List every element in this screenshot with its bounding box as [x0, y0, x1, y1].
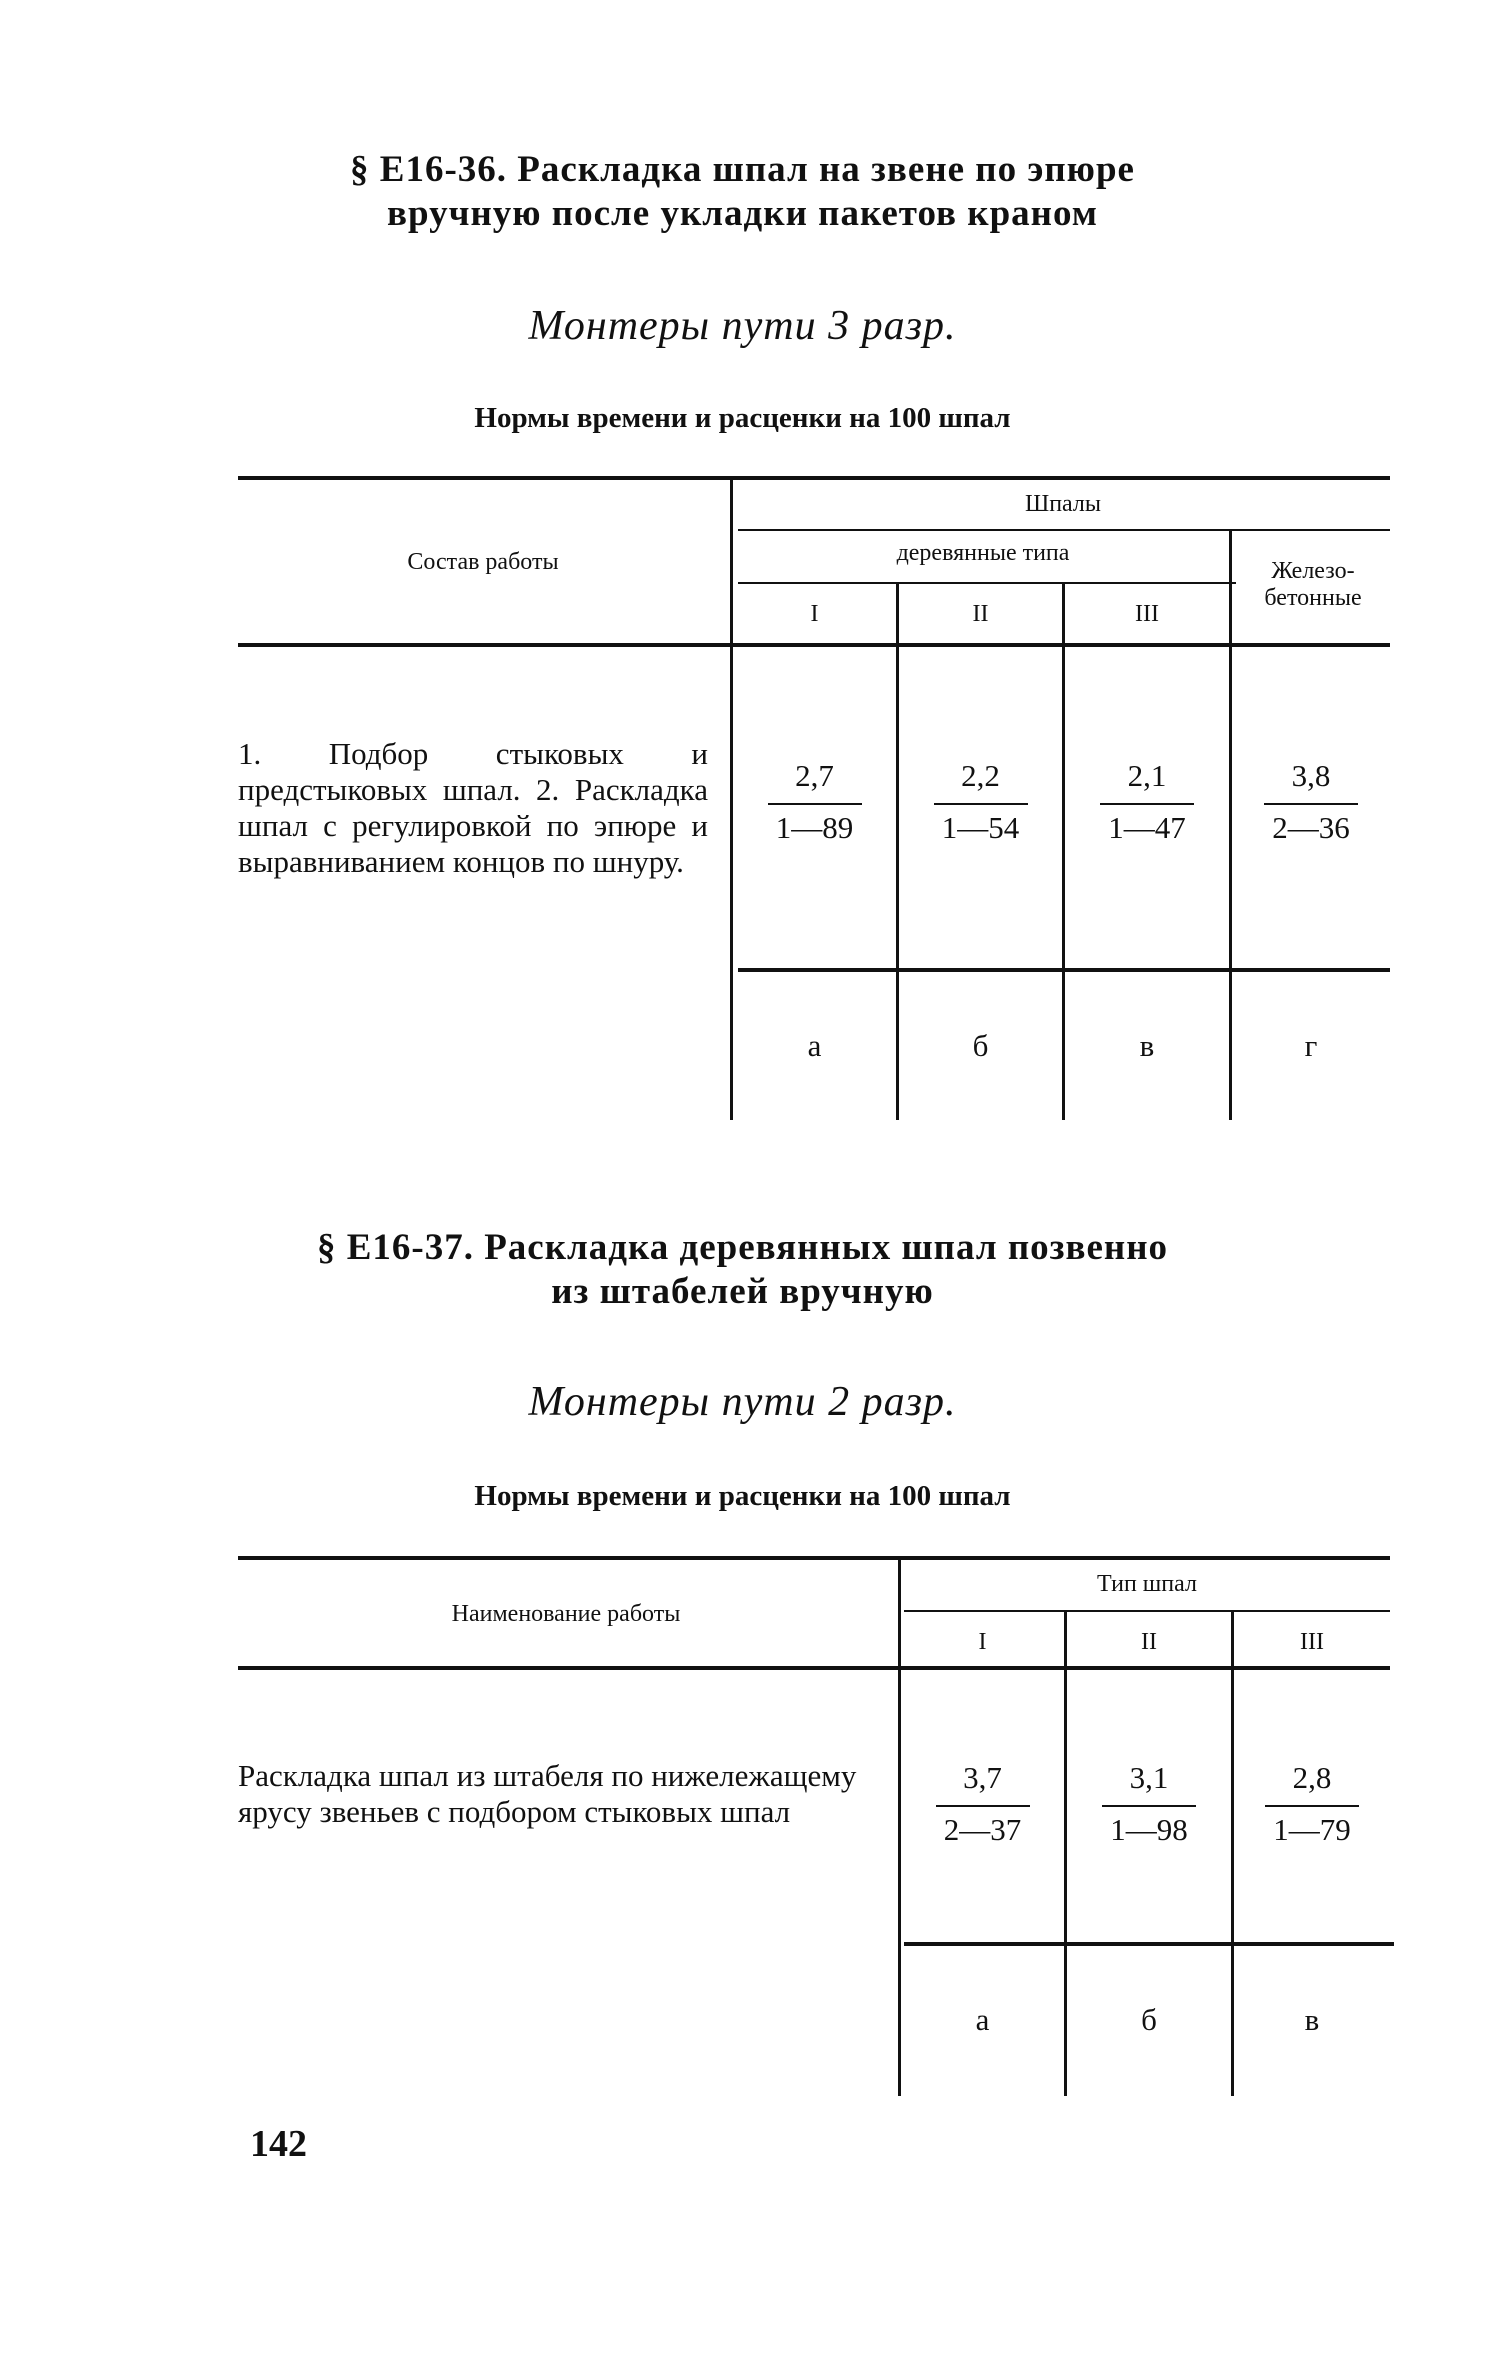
- column-letter: б: [972, 1028, 989, 1063]
- fraction-line: [1265, 1805, 1359, 1807]
- section1-title-line2: вручную после укладки пакетов краном: [387, 193, 1098, 234]
- col-group-header: Шпалы: [1024, 491, 1102, 517]
- norm-value: 2,7: [795, 758, 834, 793]
- norm-value: 3,1: [1129, 1760, 1169, 1795]
- rate-value: 2—36: [1272, 810, 1350, 845]
- column-letter: б: [1141, 2002, 1157, 2037]
- norm-value: 2,2: [961, 758, 1000, 793]
- col-group-header: Тип шпал: [1097, 1571, 1197, 1597]
- fraction-line: [1264, 803, 1358, 805]
- col-type-header: II: [1141, 1629, 1157, 1655]
- column-letter: в: [1304, 2002, 1320, 2037]
- table-letters-rule: [904, 1942, 1394, 1946]
- column-letter: г: [1304, 1028, 1318, 1063]
- norm-value: 2,1: [1127, 758, 1167, 793]
- rate-value: 2—37: [943, 1812, 1022, 1847]
- work-description: Раскладка шпал из штабеля по нижележащему ярусу звеньев с подбором стыковых шпал: [238, 1758, 857, 1829]
- fraction-line: [1102, 1805, 1196, 1807]
- section1-table-caption: Нормы времени и расценки на 100 шпал: [474, 402, 1011, 434]
- col-work-header: Состав работы: [407, 549, 559, 575]
- table-header-rule: [238, 643, 1390, 647]
- table-top-rule: [238, 1556, 1390, 1560]
- fraction-line: [936, 1805, 1030, 1807]
- section2-table-caption: Нормы времени и расценки на 100 шпал: [474, 1480, 1011, 1512]
- col-subgroup-header: деревянные типа: [896, 540, 1070, 566]
- table-group-rule: [738, 529, 1390, 531]
- section1-workers: Монтеры пути 3 разр.: [528, 303, 957, 349]
- page-number: 142: [250, 2123, 307, 2165]
- table-top-rule: [238, 476, 1390, 480]
- fraction-line: [1100, 803, 1194, 805]
- rate-value: 1—79: [1273, 1812, 1351, 1847]
- section2-workers: Монтеры пути 2 разр.: [528, 1379, 957, 1425]
- col-type-header: III: [1135, 601, 1159, 627]
- section2-title-line2: из штабелей вручную: [551, 1271, 934, 1312]
- col-type-header: II: [972, 601, 989, 627]
- table-group-rule: [904, 1610, 1390, 1612]
- col-type-header: I: [978, 1629, 987, 1655]
- col-work-header: Наименование работы: [451, 1601, 681, 1627]
- rate-value: 1—54: [941, 810, 1020, 845]
- column-letter: в: [1139, 1028, 1155, 1063]
- column-letter: а: [975, 2002, 990, 2037]
- rate-value: 1—89: [775, 810, 854, 845]
- col-type-header: I: [810, 601, 819, 627]
- fraction-line: [934, 803, 1028, 805]
- norm-value: 3,8: [1291, 758, 1331, 793]
- table-subgroup-rule: [738, 582, 1236, 584]
- col-concrete-header-line2: бетонные: [1264, 585, 1362, 611]
- section1-title-line1: § Е16-36. Раскладка шпал на звене по эпюре: [350, 149, 1135, 190]
- fraction-line: [768, 803, 862, 805]
- work-description: 1. Подбор стыковых и предстыковых шпал. 2. Раскладка шпал с регулировкой по эпюре и выравниванием концов по шнуру.: [238, 736, 708, 879]
- col-concrete-header-line1: Железо-: [1271, 558, 1355, 584]
- norm-value: 3,7: [963, 1760, 1002, 1795]
- column-letter: а: [807, 1028, 822, 1063]
- table-header-rule: [238, 1666, 1390, 1670]
- rate-value: 1—47: [1108, 810, 1186, 845]
- norm-value: 2,8: [1292, 1760, 1332, 1795]
- section2-title-line1: § Е16-37. Раскладка деревянных шпал позвенно: [316, 1227, 1169, 1268]
- col-type-header: III: [1300, 1629, 1324, 1655]
- rate-value: 1—98: [1110, 1812, 1188, 1847]
